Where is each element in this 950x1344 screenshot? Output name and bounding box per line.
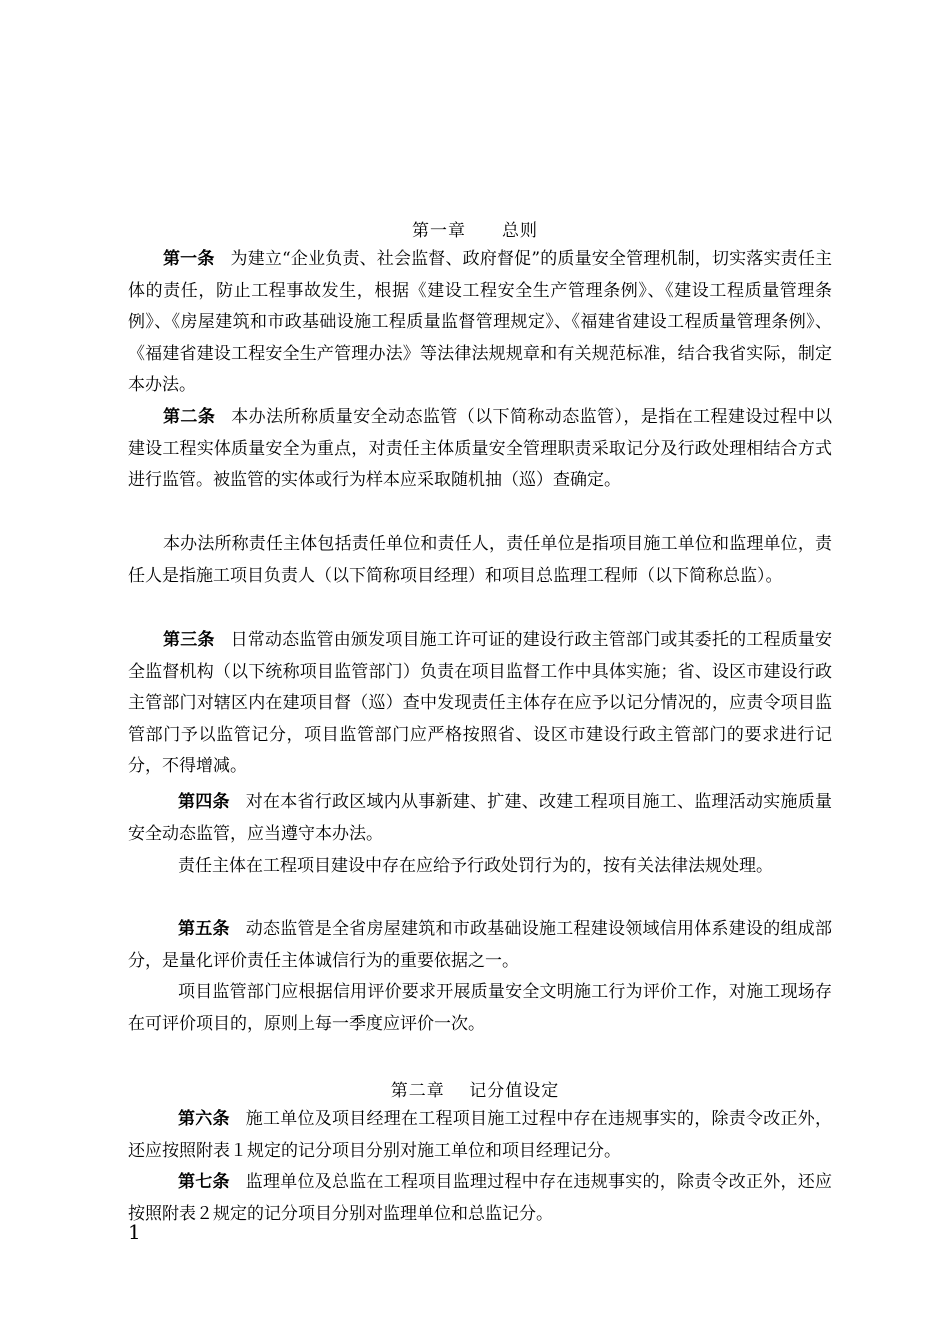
paragraph-text: 责任主体在工程项目建设中存在应给予行政处罚行为的，按有关法律法规处理。 [178, 856, 773, 876]
article-text: 对在本省行政区域内从事新建、扩建、改建工程项目施工、监理活动实施质量安全动态监管，应当遵守本办法。 [128, 792, 832, 844]
article-5 [128, 914, 832, 977]
article-1 [128, 244, 832, 402]
article-label: 第六条 [178, 1109, 230, 1129]
chapter-1-heading: 第一章 总则 [412, 221, 538, 241]
article-text: 日常动态监管由颁发项目施工许可证的建设行政主管部门或其委托的工程质量安全监督机构（以下统称项目监管部门）负责在项目监督工作中具体实施；省、设区市建设行政主管部门对辖区内在建项目督（巡）查中发现责任主体存在应予以记分情况的，应责令项目监管部门予以监管记分，项目监管部门应严格按照省、设区市建设行政主管部门的要求进行记分，不得增减。 [128, 630, 833, 776]
article-4 [128, 787, 832, 850]
article-2 [128, 402, 832, 497]
paragraph-text: 项目监管部门应根据信用评价要求开展质量安全文明施工行为评价工作，对施工现场存在可评价项目的，原则上每一季度应评价一次。 [128, 982, 832, 1034]
article-4-para-2 [128, 851, 832, 883]
article-text: 本办法所称质量安全动态监管（以下简称动态监管），是指在工程建设过程中以建设工程实体质量安全为重点，对责任主体质量安全管理职责采取记分及行政处理相结合方式进行监管。被监管的实体或行为样本应采取随机抽（巡）查确定。 [128, 407, 833, 490]
article-text: 为建立“企业负责、社会监督、政府督促”的质量安全管理机制，切实落实责任主体的责任，防止工程事故发生，根据《建设工程安全生产管理条例》、《建设工程质量管理条例》、《房屋建筑和市政基础设施工程质量监督管理规定》、《福建省建设工程质量管理条例》、《福建省建设工程安全生产管理办法》等法律法规规章和有关规范标准，结合我省实际，制定本办法。 [128, 249, 832, 395]
page-number: 1 [128, 1220, 141, 1244]
article-label: 第二条 [163, 407, 216, 427]
article-7 [128, 1167, 832, 1230]
chapter-2-heading: 第二章 记分值设定 [390, 1081, 560, 1101]
article-5-para-2 [128, 977, 832, 1040]
article-text: 监理单位及总监在工程项目监理过程中存在违规事实的，除责令改正外，还应按照附表２规定的记分项目分别对监理单位和总监记分。 [128, 1172, 832, 1224]
article-label: 第五条 [178, 919, 230, 939]
paragraph-text: 本办法所称责任主体包括责任单位和责任人，责任单位是指项目施工单位和监理单位，责任人是指施工项目负责人（以下简称项目经理）和项目总监理工程师（以下简称总监）。 [128, 534, 832, 586]
article-text: 动态监管是全省房屋建筑和市政基础设施工程建设领域信用体系建设的组成部分，是量化评价责任主体诚信行为的重要依据之一。 [128, 919, 832, 971]
article-label: 第一条 [163, 249, 215, 269]
article-label: 第七条 [178, 1172, 230, 1192]
article-6 [128, 1104, 832, 1167]
article-3 [128, 625, 832, 783]
article-2-para-2 [128, 529, 832, 592]
article-text: 施工单位及项目经理在工程项目施工过程中存在违规事实的，除责令改正外，还应按照附表１规定的记分项目分别对施工单位和项目经理记分。 [128, 1109, 832, 1161]
article-label: 第四条 [178, 792, 230, 812]
article-label: 第三条 [163, 630, 215, 650]
